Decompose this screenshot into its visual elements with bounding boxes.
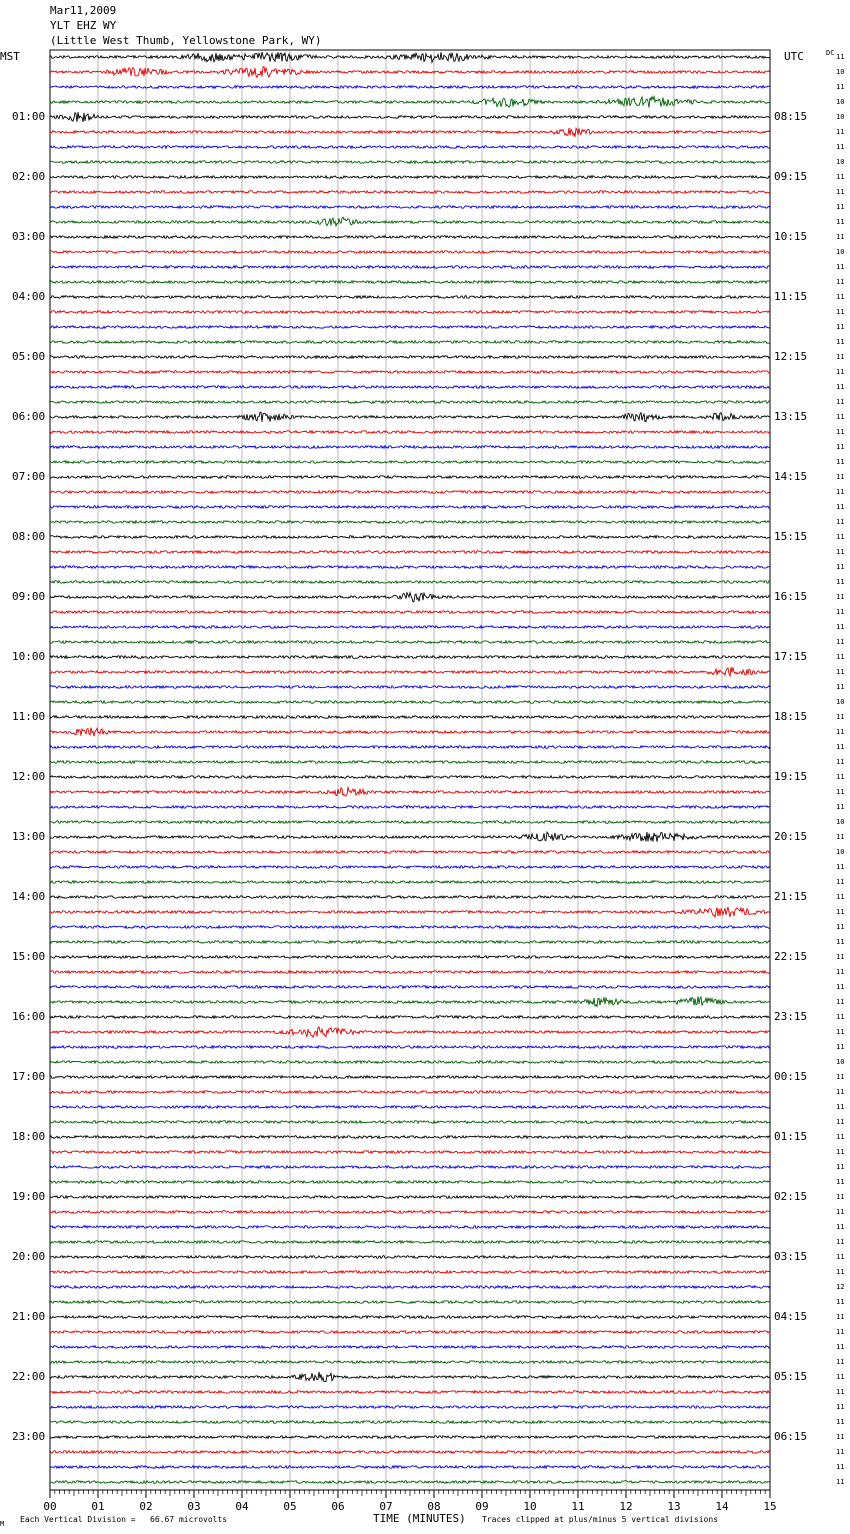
mst-hour-label: 01:00 xyxy=(12,110,46,123)
seismic-trace xyxy=(50,266,770,269)
x-tick-label: 01 xyxy=(91,1500,105,1513)
dc-offset-value: 11 xyxy=(836,1478,845,1486)
x-tick-label: 10 xyxy=(523,1500,537,1513)
seismic-trace xyxy=(50,1046,770,1049)
dc-offset-value: 11 xyxy=(836,638,845,646)
dc-offset-value: 11 xyxy=(836,683,845,691)
seismic-trace xyxy=(50,926,770,929)
dc-offset-value: 11 xyxy=(836,1178,845,1186)
dc-offset-value: 11 xyxy=(836,1238,845,1246)
seismic-trace xyxy=(50,176,770,179)
seismic-trace xyxy=(50,806,770,809)
seismic-trace xyxy=(50,1331,770,1334)
dc-offset-value: 11 xyxy=(836,218,845,226)
dc-offset-value: 11 xyxy=(836,1373,845,1381)
dc-offset-value: 11 xyxy=(836,1268,845,1276)
seismic-trace xyxy=(50,161,770,164)
mst-hour-label: 19:00 xyxy=(12,1190,46,1203)
seismic-trace xyxy=(50,821,770,824)
dc-offset-value: 11 xyxy=(836,998,845,1006)
dc-offset-value: 11 xyxy=(836,233,845,241)
dc-offset-value: 11 xyxy=(836,1148,845,1156)
mst-hour-label: 05:00 xyxy=(12,350,46,363)
mst-hour-label: 07:00 xyxy=(12,470,46,483)
dc-offset-value: 11 xyxy=(836,473,845,481)
seismic-trace xyxy=(50,1241,770,1244)
seismic-trace xyxy=(50,686,770,689)
seismic-trace xyxy=(50,146,770,149)
seismic-trace xyxy=(50,1406,770,1409)
seismic-trace xyxy=(50,1481,770,1484)
dc-offset-value: 11 xyxy=(836,863,845,871)
seismic-trace xyxy=(50,311,770,314)
seismic-trace xyxy=(50,641,770,644)
seismic-trace xyxy=(50,1196,770,1199)
mst-label: MST xyxy=(0,50,20,63)
x-tick-label: 11 xyxy=(571,1500,585,1513)
seismic-trace xyxy=(50,1256,770,1259)
seismic-trace xyxy=(50,1016,770,1019)
mst-hour-label: 06:00 xyxy=(12,410,46,423)
utc-hour-label: 06:15 xyxy=(774,1430,808,1443)
x-tick-label: 00 xyxy=(43,1500,57,1513)
seismic-trace xyxy=(50,506,770,509)
seismic-trace xyxy=(50,536,770,539)
seismic-trace xyxy=(50,341,770,344)
seismic-trace xyxy=(50,626,770,629)
seismic-trace xyxy=(50,656,770,659)
dc-offset-value: 11 xyxy=(836,1433,845,1441)
seismic-trace xyxy=(50,746,770,749)
mst-hour-label: 22:00 xyxy=(12,1370,46,1383)
seismic-trace xyxy=(50,1076,770,1079)
seismic-trace xyxy=(50,1151,770,1154)
seismic-trace xyxy=(50,491,770,494)
seismic-trace xyxy=(50,1091,770,1094)
dc-offset-value: 11 xyxy=(836,893,845,901)
seismic-trace xyxy=(50,1211,770,1214)
seismic-trace xyxy=(50,431,770,434)
seismic-trace xyxy=(50,326,770,329)
dc-offset-value: 11 xyxy=(836,293,845,301)
minute-grid xyxy=(50,50,770,1490)
dc-offset-value: 11 xyxy=(836,773,845,781)
mst-hour-label: 08:00 xyxy=(12,530,46,543)
dc-offset-value: 11 xyxy=(836,503,845,511)
dc-offset-value: 11 xyxy=(836,1253,845,1261)
dc-offset-value: 11 xyxy=(836,548,845,556)
dc-offset-value: 11 xyxy=(836,1013,845,1021)
dc-offset-value: 11 xyxy=(836,1403,845,1411)
x-tick-label: 05 xyxy=(283,1500,297,1513)
dc-offset-value: 11 xyxy=(836,263,845,271)
seismic-trace xyxy=(50,112,770,122)
seismic-trace xyxy=(50,971,770,974)
dc-offset-value: 11 xyxy=(836,83,845,91)
dc-offset-value: 11 xyxy=(836,578,845,586)
dc-offset-value: 11 xyxy=(836,668,845,676)
dc-offset-value: 10 xyxy=(836,113,845,121)
mst-hour-label: 12:00 xyxy=(12,770,46,783)
dc-offset-value: 11 xyxy=(836,398,845,406)
seismic-trace xyxy=(50,986,770,989)
dc-offset-value: 11 xyxy=(836,1463,845,1471)
header-station: YLT EHZ WY xyxy=(50,19,117,32)
x-tick-label: 02 xyxy=(139,1500,153,1513)
dc-offset-value: 11 xyxy=(836,1193,845,1201)
dc-offset-value: 11 xyxy=(836,653,845,661)
mst-hour-label: 17:00 xyxy=(12,1070,46,1083)
mst-hour-label: 14:00 xyxy=(12,890,46,903)
dc-offset-value: 11 xyxy=(836,308,845,316)
dc-offset-value: 11 xyxy=(836,338,845,346)
seismic-trace xyxy=(50,401,770,404)
dc-offset-value: 10 xyxy=(836,98,845,106)
dc-offset-value: 11 xyxy=(836,788,845,796)
mst-hour-label: 23:00 xyxy=(12,1430,46,1443)
seismic-trace xyxy=(50,1121,770,1124)
dc-offset-value: 10 xyxy=(836,68,845,76)
dc-offset-value: 11 xyxy=(836,983,845,991)
dc-offset-value: 11 xyxy=(836,143,845,151)
time-axis xyxy=(43,1490,776,1513)
x-tick-label: 08 xyxy=(427,1500,441,1513)
x-tick-label: 03 xyxy=(187,1500,201,1513)
utc-hour-label: 13:15 xyxy=(774,410,808,423)
mst-hour-label: 18:00 xyxy=(12,1130,46,1143)
mst-hour-label: 10:00 xyxy=(12,650,46,663)
utc-hour-label: 11:15 xyxy=(774,290,808,303)
dc-offset-value: 10 xyxy=(836,158,845,166)
seismic-trace xyxy=(50,1286,770,1289)
seismic-trace xyxy=(50,1027,770,1037)
seismic-trace xyxy=(50,251,770,254)
dc-offset-value: 11 xyxy=(836,383,845,391)
seismic-trace xyxy=(50,832,770,842)
utc-hour-label: 22:15 xyxy=(774,950,808,963)
dc-offset-value: 11 xyxy=(836,1088,845,1096)
seismic-trace xyxy=(50,701,770,704)
dc-offset-value: 11 xyxy=(836,533,845,541)
seismic-trace xyxy=(50,52,770,62)
seismic-trace xyxy=(50,667,770,676)
seismic-trace xyxy=(50,236,770,239)
seismic-trace xyxy=(50,97,770,108)
dc-offset-value: 11 xyxy=(836,968,845,976)
utc-hour-label: 02:15 xyxy=(774,1190,808,1203)
seismic-trace xyxy=(50,217,770,226)
x-tick-label: 06 xyxy=(331,1500,345,1513)
dc-offset-value: 11 xyxy=(836,128,845,136)
dc-offset-value: 11 xyxy=(836,743,845,751)
scale-note: Each Vertical Division = 66.67 microvolts xyxy=(20,1515,228,1524)
dc-offset-value: 11 xyxy=(836,593,845,601)
seismic-trace xyxy=(50,386,770,389)
x-axis-label: TIME (MINUTES) xyxy=(373,1512,466,1525)
mst-hour-label: 13:00 xyxy=(12,830,46,843)
dc-offset-value: 11 xyxy=(836,758,845,766)
dc-offset-value: 10 xyxy=(836,1058,845,1066)
seismic-trace xyxy=(50,1436,770,1439)
seismic-trace xyxy=(50,1346,770,1349)
seismic-trace xyxy=(50,1181,770,1184)
dc-offset-value: 11 xyxy=(836,1298,845,1306)
utc-hour-label: 15:15 xyxy=(774,530,808,543)
dc-offset-value: 11 xyxy=(836,728,845,736)
mst-hour-label: 16:00 xyxy=(12,1010,46,1023)
dc-offset-value: 11 xyxy=(836,713,845,721)
x-tick-label: 04 xyxy=(235,1500,249,1513)
mst-hour-label: 21:00 xyxy=(12,1310,46,1323)
dc-offset-value: 11 xyxy=(836,203,845,211)
utc-hour-label: 18:15 xyxy=(774,710,808,723)
dc-offset-value: 11 xyxy=(836,1358,845,1366)
utc-hour-label: 19:15 xyxy=(774,770,808,783)
seismic-trace xyxy=(50,1226,770,1229)
seismic-trace xyxy=(50,1451,770,1454)
utc-hour-label: 16:15 xyxy=(774,590,808,603)
seismic-trace xyxy=(50,128,770,137)
dc-offset-value: 11 xyxy=(836,1328,845,1336)
seismic-trace xyxy=(50,611,770,614)
dc-label: DC xyxy=(826,49,835,57)
x-tick-label: 15 xyxy=(763,1500,777,1513)
dc-offset-value: 11 xyxy=(836,908,845,916)
seismic-trace xyxy=(50,206,770,209)
dc-offset-value: 11 xyxy=(836,1163,845,1171)
utc-hour-label: 10:15 xyxy=(774,230,808,243)
dc-offset-value: 11 xyxy=(836,1388,845,1396)
x-tick-label: 14 xyxy=(715,1500,729,1513)
dc-offset-value: 11 xyxy=(836,1343,845,1351)
mst-hour-label: 03:00 xyxy=(12,230,46,243)
utc-hour-label: 23:15 xyxy=(774,1010,808,1023)
dc-offset-value: 11 xyxy=(836,53,845,61)
seismic-trace xyxy=(50,521,770,524)
seismic-trace xyxy=(50,551,770,554)
dc-offset-value: 11 xyxy=(836,458,845,466)
seismic-trace xyxy=(50,1166,770,1169)
dc-offset-value: 11 xyxy=(836,323,845,331)
dc-offset-value: 10 xyxy=(836,248,845,256)
mst-hour-label: 11:00 xyxy=(12,710,46,723)
utc-hour-label: 14:15 xyxy=(774,470,808,483)
dc-offset-value: 12 xyxy=(836,1283,845,1291)
dc-offset-value: 11 xyxy=(836,878,845,886)
dc-offset-value: 11 xyxy=(836,488,845,496)
dc-offset-value: 11 xyxy=(836,1313,845,1321)
dc-offset-value: 11 xyxy=(836,953,845,961)
seismic-trace xyxy=(50,896,770,899)
mst-hour-label: 20:00 xyxy=(12,1250,46,1263)
dc-offset-value: 11 xyxy=(836,1418,845,1426)
seismic-trace xyxy=(50,716,770,719)
utc-hour-label: 21:15 xyxy=(774,890,808,903)
dc-offset-value: 11 xyxy=(836,1028,845,1036)
x-tick-label: 13 xyxy=(667,1500,681,1513)
dc-offset-value: 11 xyxy=(836,443,845,451)
dc-offset-value: 11 xyxy=(836,278,845,286)
utc-hour-label: 04:15 xyxy=(774,1310,808,1323)
header-location: (Little West Thumb, Yellowstone Park, WY) xyxy=(50,34,322,47)
seismic-trace xyxy=(50,461,770,464)
utc-hour-label: 12:15 xyxy=(774,350,808,363)
seismic-trace xyxy=(50,1361,770,1364)
seismic-trace xyxy=(50,1372,770,1382)
clip-note: Traces clipped at plus/minus 5 vertical divisions xyxy=(482,1515,719,1524)
seismic-trace xyxy=(50,1061,770,1064)
utc-hour-label: 20:15 xyxy=(774,830,808,843)
trace-group xyxy=(50,52,770,1483)
dc-offset-value: 11 xyxy=(836,608,845,616)
seismic-trace xyxy=(50,907,770,917)
seismic-trace xyxy=(50,1391,770,1394)
dc-offset-value: 11 xyxy=(836,173,845,181)
seismic-trace xyxy=(50,86,770,89)
seismic-trace xyxy=(50,1106,770,1109)
seismic-trace xyxy=(50,728,770,737)
dc-offset-value: 11 xyxy=(836,353,845,361)
dc-offset-value: 11 xyxy=(836,1103,845,1111)
utc-hour-label: 01:15 xyxy=(774,1130,808,1143)
seismic-trace xyxy=(50,356,770,359)
utc-hour-label: 05:15 xyxy=(774,1370,808,1383)
utc-hour-label: 09:15 xyxy=(774,170,808,183)
dc-offset-value: 11 xyxy=(836,1073,845,1081)
dc-offset-value: 11 xyxy=(836,1043,845,1051)
utc-hour-label: 00:15 xyxy=(774,1070,808,1083)
seismic-trace xyxy=(50,1316,770,1319)
seismic-trace xyxy=(50,446,770,449)
x-tick-label: 07 xyxy=(379,1500,393,1513)
seismic-trace xyxy=(50,412,770,422)
seismic-trace xyxy=(50,566,770,569)
dc-offset-value: 11 xyxy=(836,563,845,571)
dc-offset-value: 11 xyxy=(836,623,845,631)
dc-offset-value: 10 xyxy=(836,848,845,856)
dc-offset-value: 11 xyxy=(836,1223,845,1231)
seismic-trace xyxy=(50,1136,770,1139)
dc-offset-value: 11 xyxy=(836,368,845,376)
dc-offset-value: 11 xyxy=(836,428,845,436)
mst-hour-label: 02:00 xyxy=(12,170,46,183)
seismic-trace xyxy=(50,593,770,602)
dc-offset-value: 11 xyxy=(836,923,845,931)
dc-offset-value: 11 xyxy=(836,413,845,421)
seismic-trace xyxy=(50,1301,770,1304)
plot-frame xyxy=(50,50,770,1490)
seismic-trace xyxy=(50,787,770,796)
seismic-trace xyxy=(50,866,770,869)
x-tick-label: 12 xyxy=(619,1500,633,1513)
mst-hour-label: 09:00 xyxy=(12,590,46,603)
seismic-trace xyxy=(50,191,770,194)
dc-offset-value: 11 xyxy=(836,1208,845,1216)
seismic-trace xyxy=(50,851,770,854)
x-tick-label: 09 xyxy=(475,1500,489,1513)
seismic-trace xyxy=(50,281,770,284)
dc-offset-value: 11 xyxy=(836,833,845,841)
seismic-trace xyxy=(50,776,770,779)
seismic-trace xyxy=(50,761,770,764)
seismic-trace xyxy=(50,996,770,1006)
seismic-trace xyxy=(50,581,770,584)
utc-label: UTC xyxy=(784,50,804,63)
dc-offset-value: 11 xyxy=(836,1448,845,1456)
mst-hour-label: 15:00 xyxy=(12,950,46,963)
dc-offset-value: 11 xyxy=(836,1133,845,1141)
dc-offset-value: 10 xyxy=(836,818,845,826)
header-date: Mar11,2009 xyxy=(50,4,117,17)
utc-hour-label: 03:15 xyxy=(774,1250,808,1263)
corner-mark: M xyxy=(0,1520,5,1528)
seismic-trace xyxy=(50,1421,770,1424)
seismic-trace xyxy=(50,1271,770,1274)
seismic-trace xyxy=(50,941,770,944)
seismic-trace xyxy=(50,371,770,374)
utc-hour-label: 08:15 xyxy=(774,110,808,123)
seismic-trace xyxy=(50,296,770,299)
mst-hour-label: 04:00 xyxy=(12,290,46,303)
dc-offset-value: 11 xyxy=(836,803,845,811)
seismic-trace xyxy=(50,1466,770,1469)
seismic-trace xyxy=(50,67,770,78)
seismic-trace xyxy=(50,956,770,959)
dc-offset-value: 11 xyxy=(836,938,845,946)
dc-offset-value: 11 xyxy=(836,188,845,196)
dc-offset-value: 11 xyxy=(836,1118,845,1126)
dc-offset-value: 10 xyxy=(836,698,845,706)
seismic-trace xyxy=(50,881,770,884)
seismic-trace xyxy=(50,476,770,479)
dc-offset-value: 11 xyxy=(836,518,845,526)
utc-hour-label: 17:15 xyxy=(774,650,808,663)
